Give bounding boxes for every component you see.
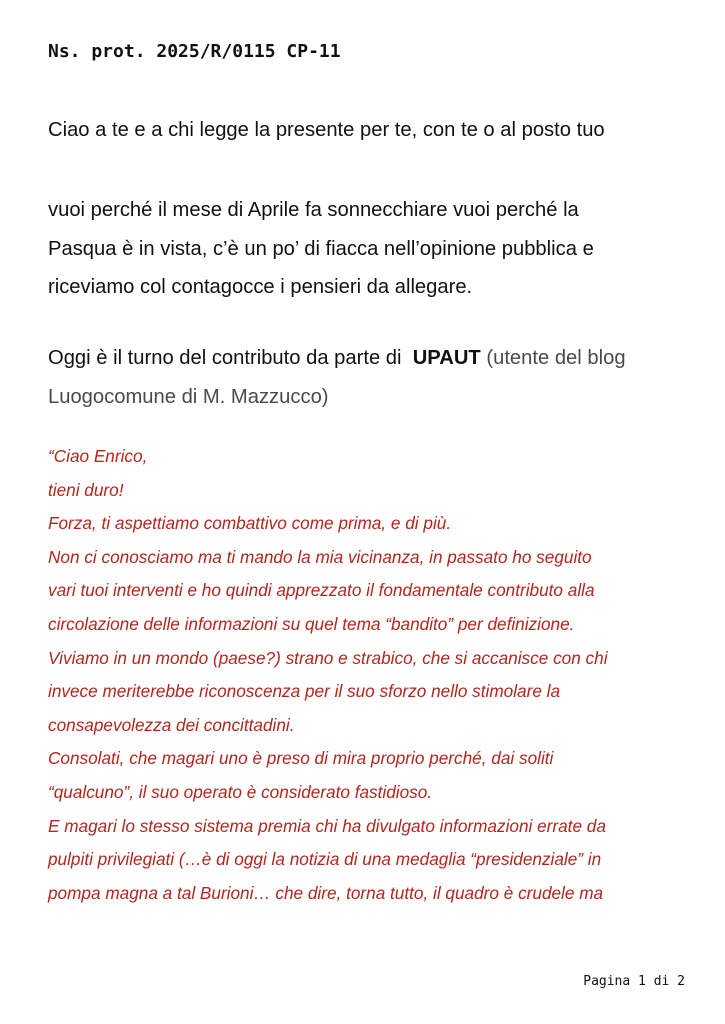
quote-line: “Ciao Enrico, [48, 446, 148, 466]
intro-paragraph-line: vuoi perché il mese di Aprile fa sonnecchiare vuoi perché la [48, 199, 579, 221]
contributor-note-1: (utente del blog [486, 347, 626, 369]
quote-line: vari tuoi interventi e ho quindi apprezzato il fondamentale contributo alla [48, 580, 595, 601]
quote-line: E magari lo stesso sistema premia chi ha divulgato informazioni errate da [48, 815, 606, 836]
contributor-intro: Oggi è il turno del contributo da parte di [48, 347, 402, 369]
quote-line: pompa magna a tal Burioni… che dire, torna tutto, il quadro è crudele ma [48, 882, 604, 903]
contributor-line-1 [48, 339, 688, 378]
quote-line: invece meriterebbe riconoscenza per il suo sforzo nello stimolare la [48, 681, 561, 702]
quote-line: “qualcuno”, il suo operato è considerato fastidioso. [48, 781, 433, 802]
quote-line: tieni duro! [48, 479, 124, 500]
quote-line: Non ci conosciamo ma ti mando la mia vicinanza, in passato ho seguito [48, 546, 592, 567]
quoted-letter [48, 440, 698, 910]
greeting-line: Ciao a te e a chi legge la presente per te, con te o al posto tuo [48, 119, 605, 141]
quote-line: pulpiti privilegiati (…è di oggi la notizia di una medaglia “presidenziale” in [48, 849, 602, 870]
intro-paragraph-line: Pasqua è in vista, c’è un po’ di fiacca nell’opinione pubblica e [48, 237, 594, 260]
quote-line: circolazione delle informazioni su quel tema “bandito” per definizione. [48, 613, 575, 634]
quote-line: Forza, ti aspettiamo combattivo come prima, e di più. [48, 513, 452, 534]
intro-paragraph [48, 191, 688, 307]
quote-line: Consolati, che magari uno è preso di mira proprio perché, dai soliti [48, 748, 554, 769]
contributor-paragraph [48, 339, 688, 416]
protocol-number: Ns. prot. 2025/R/0115 CP-11 [48, 41, 341, 62]
contributor-name: UPAUT [412, 347, 481, 369]
page-number: Pagina 1 di 2 [583, 974, 685, 989]
contributor-note-2: Luogocomune di M. Mazzucco) [48, 385, 329, 408]
quote-line: Viviamo in un mondo (paese?) strano e strabico, che si accanisce con chi [48, 647, 608, 668]
intro-paragraph-line: riceviamo col contagocce i pensieri da allegare. [48, 276, 473, 298]
quote-line: consapevolezza dei concittadini. [48, 714, 295, 735]
